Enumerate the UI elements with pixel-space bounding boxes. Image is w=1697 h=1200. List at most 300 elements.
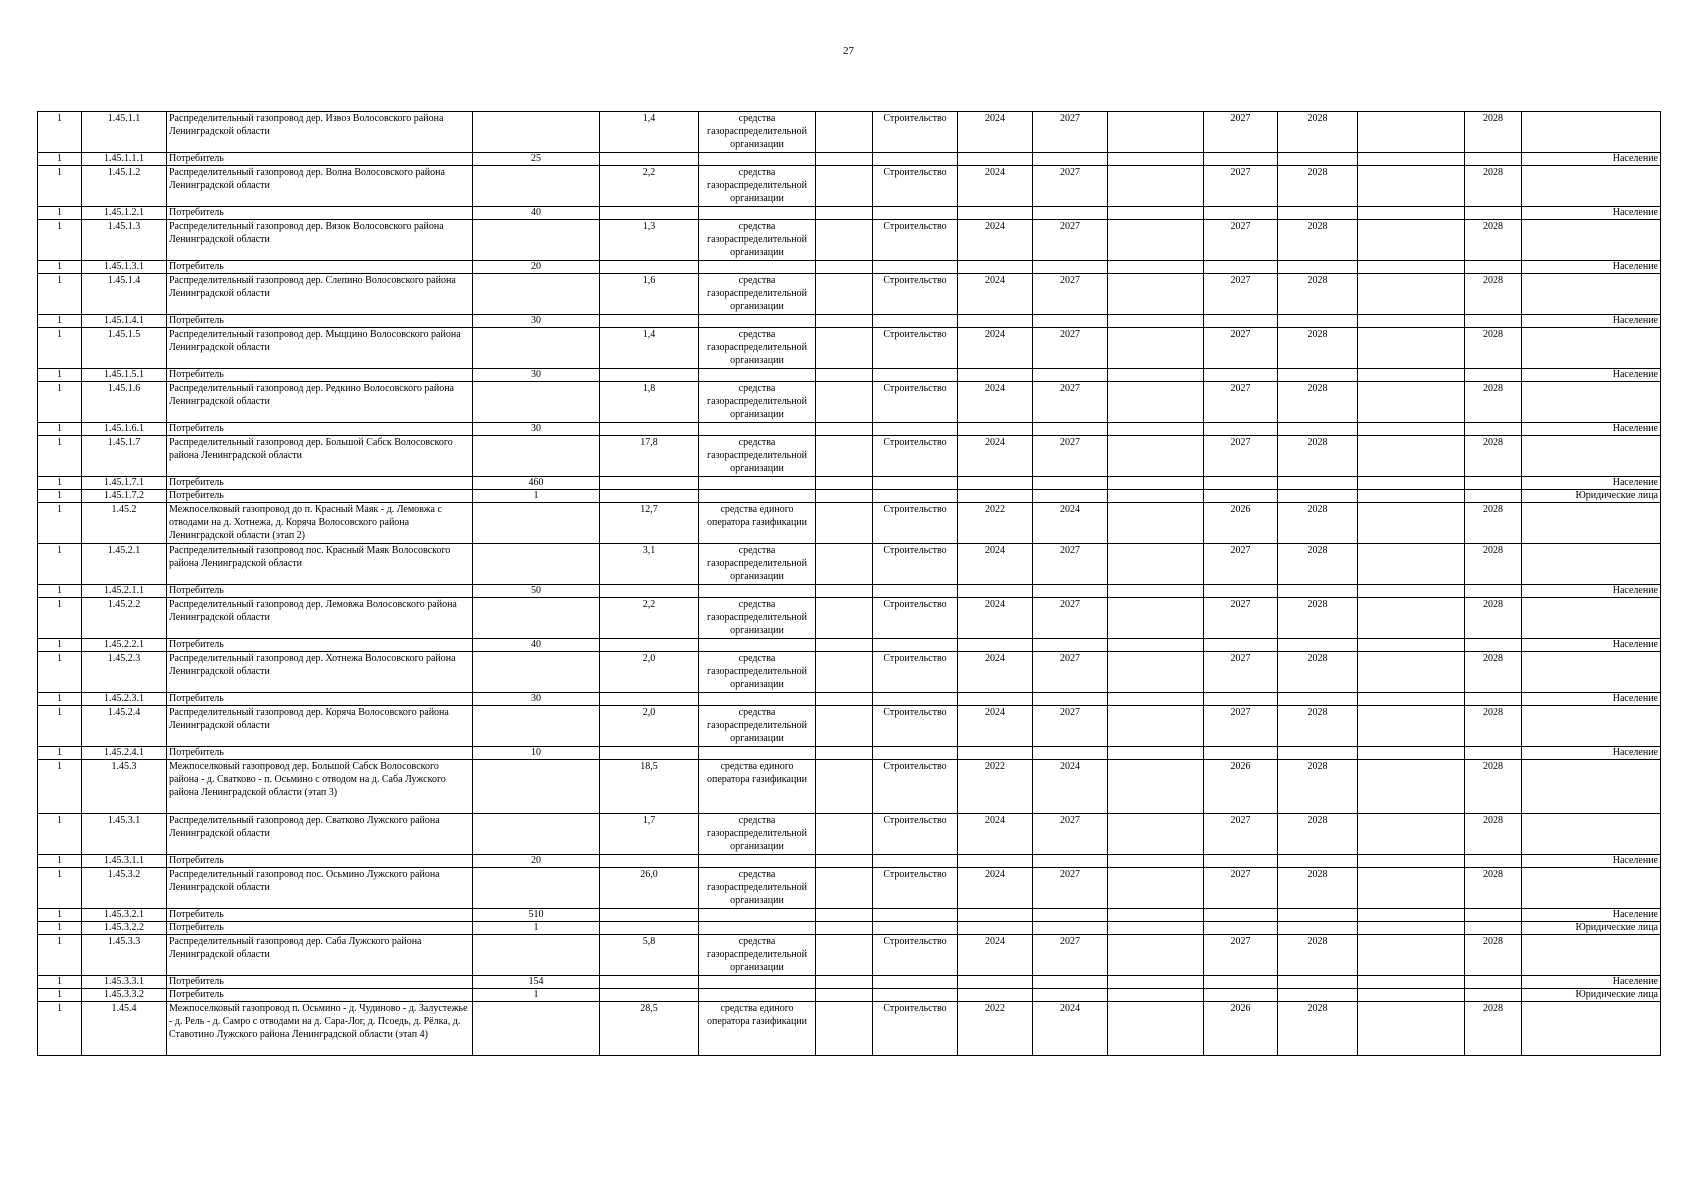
cell-year-start <box>958 490 1033 503</box>
cell-year-commission: 2027 <box>1204 166 1278 207</box>
consumer-row <box>38 747 1661 760</box>
cell-year-connection <box>1278 261 1358 274</box>
cell-work-type: Строительство <box>873 436 958 477</box>
pipeline-row <box>38 706 1661 747</box>
cell-empty <box>816 369 873 382</box>
cell-consumer-category: Юридические лица <box>1522 922 1661 935</box>
cell-funding-source <box>699 976 816 989</box>
cell-year-start: 2024 <box>958 328 1033 369</box>
cell-year-connection: 2028 <box>1278 598 1358 639</box>
cell-empty <box>1108 328 1204 369</box>
cell-object-name: Потребитель <box>167 585 473 598</box>
cell-consumer-category: Население <box>1522 153 1661 166</box>
cell-funding-source <box>699 693 816 706</box>
cell-year-commission: 2027 <box>1204 598 1278 639</box>
cell-number: 1 <box>38 855 82 868</box>
cell-funding-source: средства газораспределительной организации <box>699 706 816 747</box>
cell-consumer-count <box>473 328 600 369</box>
cell-length: 2,0 <box>600 652 699 693</box>
cell-year-start: 2024 <box>958 814 1033 855</box>
cell-year-end: 2027 <box>1033 706 1108 747</box>
pipeline-row <box>38 112 1661 153</box>
cell-year-start <box>958 909 1033 922</box>
cell-empty <box>816 652 873 693</box>
cell-empty <box>816 544 873 585</box>
cell-item-code: 1.45.2.4 <box>82 706 167 747</box>
cell-number: 1 <box>38 315 82 328</box>
pipeline-row <box>38 760 1661 814</box>
cell-consumer-count: 25 <box>473 153 600 166</box>
cell-item-code: 1.45.1.2.1 <box>82 207 167 220</box>
cell-number: 1 <box>38 369 82 382</box>
cell-item-code: 1.45.1.7.1 <box>82 477 167 490</box>
pipeline-row <box>38 220 1661 261</box>
cell-length: 17,8 <box>600 436 699 477</box>
cell-empty <box>1358 261 1465 274</box>
cell-year-commission: 2027 <box>1204 652 1278 693</box>
cell-work-type: Строительство <box>873 112 958 153</box>
cell-empty <box>1358 369 1465 382</box>
cell-work-type <box>873 369 958 382</box>
cell-consumer-count: 50 <box>473 585 600 598</box>
cell-consumer-category <box>1522 760 1661 814</box>
cell-object-name: Распределительный газопровод дер. Волна Волосовского района Ленинградской области <box>167 166 473 207</box>
cell-year-commission <box>1204 315 1278 328</box>
cell-year-final: 2028 <box>1465 382 1522 423</box>
cell-consumer-category: Население <box>1522 261 1661 274</box>
cell-object-name: Потребитель <box>167 315 473 328</box>
cell-consumer-category <box>1522 112 1661 153</box>
cell-consumer-count: 30 <box>473 423 600 436</box>
cell-year-start: 2024 <box>958 112 1033 153</box>
cell-item-code: 1.45.3.3.2 <box>82 989 167 1002</box>
cell-length: 1,7 <box>600 814 699 855</box>
cell-funding-source: средства газораспределительной организации <box>699 814 816 855</box>
cell-empty <box>1358 207 1465 220</box>
cell-year-final: 2028 <box>1465 166 1522 207</box>
cell-empty <box>1358 274 1465 315</box>
cell-consumer-category <box>1522 1002 1661 1056</box>
cell-year-end: 2027 <box>1033 274 1108 315</box>
cell-year-end <box>1033 976 1108 989</box>
cell-empty <box>816 328 873 369</box>
cell-empty <box>1108 989 1204 1002</box>
cell-number: 1 <box>38 693 82 706</box>
cell-year-end <box>1033 423 1108 436</box>
cell-consumer-count: 20 <box>473 855 600 868</box>
pipeline-row <box>38 503 1661 544</box>
cell-consumer-category: Население <box>1522 369 1661 382</box>
cell-number: 1 <box>38 382 82 423</box>
cell-funding-source: средства газораспределительной организации <box>699 652 816 693</box>
cell-length: 5,8 <box>600 935 699 976</box>
pipeline-row <box>38 166 1661 207</box>
cell-empty <box>1358 652 1465 693</box>
consumer-row <box>38 909 1661 922</box>
cell-funding-source <box>699 989 816 1002</box>
cell-item-code: 1.45.1.7.2 <box>82 490 167 503</box>
cell-number: 1 <box>38 112 82 153</box>
cell-work-type <box>873 423 958 436</box>
cell-funding-source: средства газораспределительной организации <box>699 274 816 315</box>
cell-empty <box>1108 747 1204 760</box>
cell-year-start: 2024 <box>958 382 1033 423</box>
cell-number: 1 <box>38 1002 82 1056</box>
cell-object-name: Потребитель <box>167 747 473 760</box>
cell-item-code: 1.45.1.7 <box>82 436 167 477</box>
cell-funding-source <box>699 261 816 274</box>
cell-year-connection <box>1278 315 1358 328</box>
cell-year-commission <box>1204 423 1278 436</box>
cell-year-start <box>958 369 1033 382</box>
cell-work-type: Строительство <box>873 503 958 544</box>
table-body <box>38 112 1661 1056</box>
cell-year-final <box>1465 261 1522 274</box>
cell-year-connection <box>1278 693 1358 706</box>
cell-number: 1 <box>38 760 82 814</box>
cell-empty <box>1358 639 1465 652</box>
cell-year-final: 2028 <box>1465 868 1522 909</box>
cell-year-final <box>1465 909 1522 922</box>
cell-year-end: 2027 <box>1033 166 1108 207</box>
cell-consumer-count: 40 <box>473 207 600 220</box>
cell-funding-source <box>699 369 816 382</box>
cell-funding-source <box>699 207 816 220</box>
cell-funding-source <box>699 909 816 922</box>
cell-year-connection <box>1278 639 1358 652</box>
cell-year-start <box>958 855 1033 868</box>
cell-object-name: Распределительный газопровод дер. Большой Сабск Волосовского района Ленинградской области <box>167 436 473 477</box>
cell-object-name: Межпоселковый газопровод п. Осьмино - д. Чудиново - д. Залустежье - д. Рель - д. Самро с отводами на д. Сара-Лог, д. Псоедь, д. Рёлка, д. Ставотино Лужского района Ленинградской области (этап 4) <box>167 1002 473 1056</box>
cell-funding-source <box>699 585 816 598</box>
cell-year-commission: 2027 <box>1204 436 1278 477</box>
cell-work-type <box>873 989 958 1002</box>
cell-year-connection: 2028 <box>1278 220 1358 261</box>
cell-empty <box>816 112 873 153</box>
cell-length <box>600 369 699 382</box>
cell-length <box>600 585 699 598</box>
cell-object-name: Потребитель <box>167 989 473 1002</box>
cell-empty <box>1108 693 1204 706</box>
cell-empty <box>1108 261 1204 274</box>
cell-year-final: 2028 <box>1465 706 1522 747</box>
cell-empty <box>1108 315 1204 328</box>
cell-year-start <box>958 153 1033 166</box>
cell-consumer-count: 30 <box>473 369 600 382</box>
cell-year-end <box>1033 153 1108 166</box>
cell-object-name: Потребитель <box>167 207 473 220</box>
cell-year-start <box>958 922 1033 935</box>
cell-year-final: 2028 <box>1465 935 1522 976</box>
cell-empty <box>1358 315 1465 328</box>
cell-number: 1 <box>38 909 82 922</box>
cell-empty <box>816 1002 873 1056</box>
cell-empty <box>1108 922 1204 935</box>
cell-empty <box>1108 166 1204 207</box>
cell-year-commission: 2026 <box>1204 1002 1278 1056</box>
cell-work-type <box>873 639 958 652</box>
cell-empty <box>1358 436 1465 477</box>
cell-empty <box>1108 935 1204 976</box>
cell-consumer-count: 30 <box>473 315 600 328</box>
cell-consumer-category: Население <box>1522 909 1661 922</box>
cell-year-end: 2027 <box>1033 814 1108 855</box>
cell-year-end: 2027 <box>1033 935 1108 976</box>
cell-year-end <box>1033 477 1108 490</box>
cell-empty <box>1358 477 1465 490</box>
cell-consumer-category: Население <box>1522 585 1661 598</box>
cell-consumer-count <box>473 1002 600 1056</box>
cell-year-connection <box>1278 747 1358 760</box>
cell-funding-source <box>699 490 816 503</box>
cell-year-end <box>1033 989 1108 1002</box>
cell-year-commission <box>1204 585 1278 598</box>
cell-year-commission <box>1204 922 1278 935</box>
cell-item-code: 1.45.1.5 <box>82 328 167 369</box>
cell-consumer-category <box>1522 598 1661 639</box>
cell-funding-source: средства газораспределительной организации <box>699 220 816 261</box>
cell-empty <box>1358 544 1465 585</box>
cell-consumer-category: Население <box>1522 423 1661 436</box>
pipeline-row <box>38 868 1661 909</box>
cell-year-end: 2024 <box>1033 503 1108 544</box>
cell-length: 1,4 <box>600 328 699 369</box>
cell-empty <box>816 166 873 207</box>
cell-work-type <box>873 855 958 868</box>
cell-number: 1 <box>38 207 82 220</box>
cell-year-end <box>1033 922 1108 935</box>
cell-year-end <box>1033 315 1108 328</box>
cell-consumer-count <box>473 935 600 976</box>
cell-work-type: Строительство <box>873 814 958 855</box>
cell-year-connection: 2028 <box>1278 706 1358 747</box>
cell-year-final: 2028 <box>1465 652 1522 693</box>
cell-length: 26,0 <box>600 868 699 909</box>
cell-item-code: 1.45.1.6.1 <box>82 423 167 436</box>
cell-empty <box>1358 760 1465 814</box>
cell-year-connection <box>1278 922 1358 935</box>
cell-year-connection <box>1278 369 1358 382</box>
cell-year-commission: 2027 <box>1204 274 1278 315</box>
cell-object-name: Распределительный газопровод дер. Коряча Волосовского района Ленинградской области <box>167 706 473 747</box>
cell-empty <box>816 153 873 166</box>
cell-year-end <box>1033 855 1108 868</box>
cell-item-code: 1.45.1.2 <box>82 166 167 207</box>
cell-year-start <box>958 976 1033 989</box>
consumer-row <box>38 976 1661 989</box>
cell-object-name: Распределительный газопровод дер. Сватково Лужского района Ленинградской области <box>167 814 473 855</box>
cell-year-final: 2028 <box>1465 760 1522 814</box>
cell-year-final <box>1465 976 1522 989</box>
cell-consumer-category <box>1522 274 1661 315</box>
cell-number: 1 <box>38 598 82 639</box>
cell-year-end: 2027 <box>1033 112 1108 153</box>
cell-number: 1 <box>38 639 82 652</box>
cell-work-type <box>873 909 958 922</box>
pipeline-row <box>38 274 1661 315</box>
cell-year-commission <box>1204 909 1278 922</box>
cell-consumer-count <box>473 436 600 477</box>
cell-empty <box>1108 490 1204 503</box>
cell-empty <box>1108 436 1204 477</box>
cell-funding-source: средства единого оператора газификации <box>699 760 816 814</box>
cell-consumer-count <box>473 868 600 909</box>
cell-length <box>600 989 699 1002</box>
cell-year-commission: 2027 <box>1204 328 1278 369</box>
cell-funding-source: средства газораспределительной организации <box>699 935 816 976</box>
cell-item-code: 1.45.1.1 <box>82 112 167 153</box>
cell-length <box>600 976 699 989</box>
cell-item-code: 1.45.2.1 <box>82 544 167 585</box>
cell-work-type: Строительство <box>873 274 958 315</box>
cell-year-final <box>1465 369 1522 382</box>
cell-work-type <box>873 153 958 166</box>
consumer-row <box>38 153 1661 166</box>
cell-year-final: 2028 <box>1465 220 1522 261</box>
cell-empty <box>1358 382 1465 423</box>
cell-number: 1 <box>38 503 82 544</box>
consumer-row <box>38 989 1661 1002</box>
cell-number: 1 <box>38 490 82 503</box>
cell-year-connection <box>1278 855 1358 868</box>
cell-year-connection: 2028 <box>1278 382 1358 423</box>
cell-work-type: Строительство <box>873 328 958 369</box>
consumer-row <box>38 477 1661 490</box>
cell-year-commission: 2027 <box>1204 814 1278 855</box>
cell-number: 1 <box>38 814 82 855</box>
cell-consumer-category: Население <box>1522 639 1661 652</box>
cell-year-start: 2024 <box>958 935 1033 976</box>
cell-work-type <box>873 315 958 328</box>
cell-object-name: Распределительный газопровод дер. Вязок Волосовского района Ленинградской области <box>167 220 473 261</box>
cell-year-final <box>1465 423 1522 436</box>
cell-consumer-count <box>473 760 600 814</box>
cell-empty <box>1358 490 1465 503</box>
cell-year-connection: 2028 <box>1278 544 1358 585</box>
cell-year-final: 2028 <box>1465 1002 1522 1056</box>
cell-item-code: 1.45.2 <box>82 503 167 544</box>
cell-consumer-count <box>473 382 600 423</box>
cell-empty <box>816 220 873 261</box>
cell-year-end: 2027 <box>1033 598 1108 639</box>
cell-work-type <box>873 585 958 598</box>
cell-year-final <box>1465 490 1522 503</box>
cell-year-connection: 2028 <box>1278 166 1358 207</box>
pipeline-row <box>38 598 1661 639</box>
cell-item-code: 1.45.2.3 <box>82 652 167 693</box>
cell-length: 2,2 <box>600 598 699 639</box>
cell-year-commission: 2027 <box>1204 868 1278 909</box>
cell-consumer-category: Юридические лица <box>1522 490 1661 503</box>
cell-item-code: 1.45.3.2.2 <box>82 922 167 935</box>
cell-consumer-count <box>473 706 600 747</box>
cell-year-end <box>1033 369 1108 382</box>
cell-year-end <box>1033 490 1108 503</box>
cell-number: 1 <box>38 423 82 436</box>
cell-number: 1 <box>38 747 82 760</box>
cell-year-final: 2028 <box>1465 328 1522 369</box>
cell-funding-source: средства газораспределительной организации <box>699 868 816 909</box>
cell-year-commission <box>1204 153 1278 166</box>
cell-empty <box>1108 598 1204 639</box>
cell-work-type <box>873 976 958 989</box>
cell-year-start <box>958 747 1033 760</box>
cell-number: 1 <box>38 976 82 989</box>
cell-empty <box>1358 868 1465 909</box>
cell-object-name: Межпоселковый газопровод дер. Большой Сабск Волосовского района - д. Сватково - п. Осьмино с отводом на д. Саба Лужского района Ленинградской области (этап 3) <box>167 760 473 814</box>
pipeline-row <box>38 814 1661 855</box>
cell-item-code: 1.45.2.3.1 <box>82 693 167 706</box>
cell-empty <box>1358 166 1465 207</box>
cell-length: 28,5 <box>600 1002 699 1056</box>
cell-object-name: Потребитель <box>167 909 473 922</box>
cell-consumer-category: Население <box>1522 207 1661 220</box>
cell-year-connection <box>1278 585 1358 598</box>
cell-work-type <box>873 747 958 760</box>
cell-item-code: 1.45.1.1.1 <box>82 153 167 166</box>
cell-consumer-category: Население <box>1522 477 1661 490</box>
cell-consumer-category <box>1522 328 1661 369</box>
cell-number: 1 <box>38 261 82 274</box>
pipeline-row <box>38 935 1661 976</box>
cell-empty <box>816 477 873 490</box>
cell-number: 1 <box>38 585 82 598</box>
cell-empty <box>1108 423 1204 436</box>
cell-year-final <box>1465 747 1522 760</box>
pipeline-row <box>38 1002 1661 1056</box>
cell-empty <box>816 261 873 274</box>
cell-empty <box>816 598 873 639</box>
cell-object-name: Потребитель <box>167 423 473 436</box>
cell-number: 1 <box>38 477 82 490</box>
cell-number: 1 <box>38 436 82 477</box>
cell-length <box>600 423 699 436</box>
cell-empty <box>1108 207 1204 220</box>
cell-empty <box>1358 935 1465 976</box>
cell-year-connection <box>1278 909 1358 922</box>
cell-item-code: 1.45.1.6 <box>82 382 167 423</box>
cell-consumer-count: 20 <box>473 261 600 274</box>
cell-number: 1 <box>38 922 82 935</box>
cell-empty <box>1358 706 1465 747</box>
cell-length <box>600 922 699 935</box>
cell-empty <box>816 693 873 706</box>
cell-empty <box>816 814 873 855</box>
cell-empty <box>1358 814 1465 855</box>
cell-empty <box>816 436 873 477</box>
cell-empty <box>816 909 873 922</box>
cell-item-code: 1.45.2.1.1 <box>82 585 167 598</box>
cell-year-start: 2024 <box>958 274 1033 315</box>
cell-work-type <box>873 693 958 706</box>
cell-year-commission <box>1204 989 1278 1002</box>
cell-year-final: 2028 <box>1465 503 1522 544</box>
cell-empty <box>1108 652 1204 693</box>
cell-year-connection <box>1278 423 1358 436</box>
cell-empty <box>816 382 873 423</box>
cell-object-name: Распределительный газопровод дер. Слепино Волосовского района Ленинградской области <box>167 274 473 315</box>
cell-consumer-category <box>1522 503 1661 544</box>
cell-empty <box>1358 989 1465 1002</box>
cell-empty <box>1358 922 1465 935</box>
cell-year-connection: 2028 <box>1278 503 1358 544</box>
cell-empty <box>1108 1002 1204 1056</box>
cell-year-end: 2027 <box>1033 868 1108 909</box>
cell-year-commission: 2027 <box>1204 382 1278 423</box>
cell-funding-source <box>699 153 816 166</box>
cell-empty <box>1108 153 1204 166</box>
cell-consumer-count: 30 <box>473 693 600 706</box>
